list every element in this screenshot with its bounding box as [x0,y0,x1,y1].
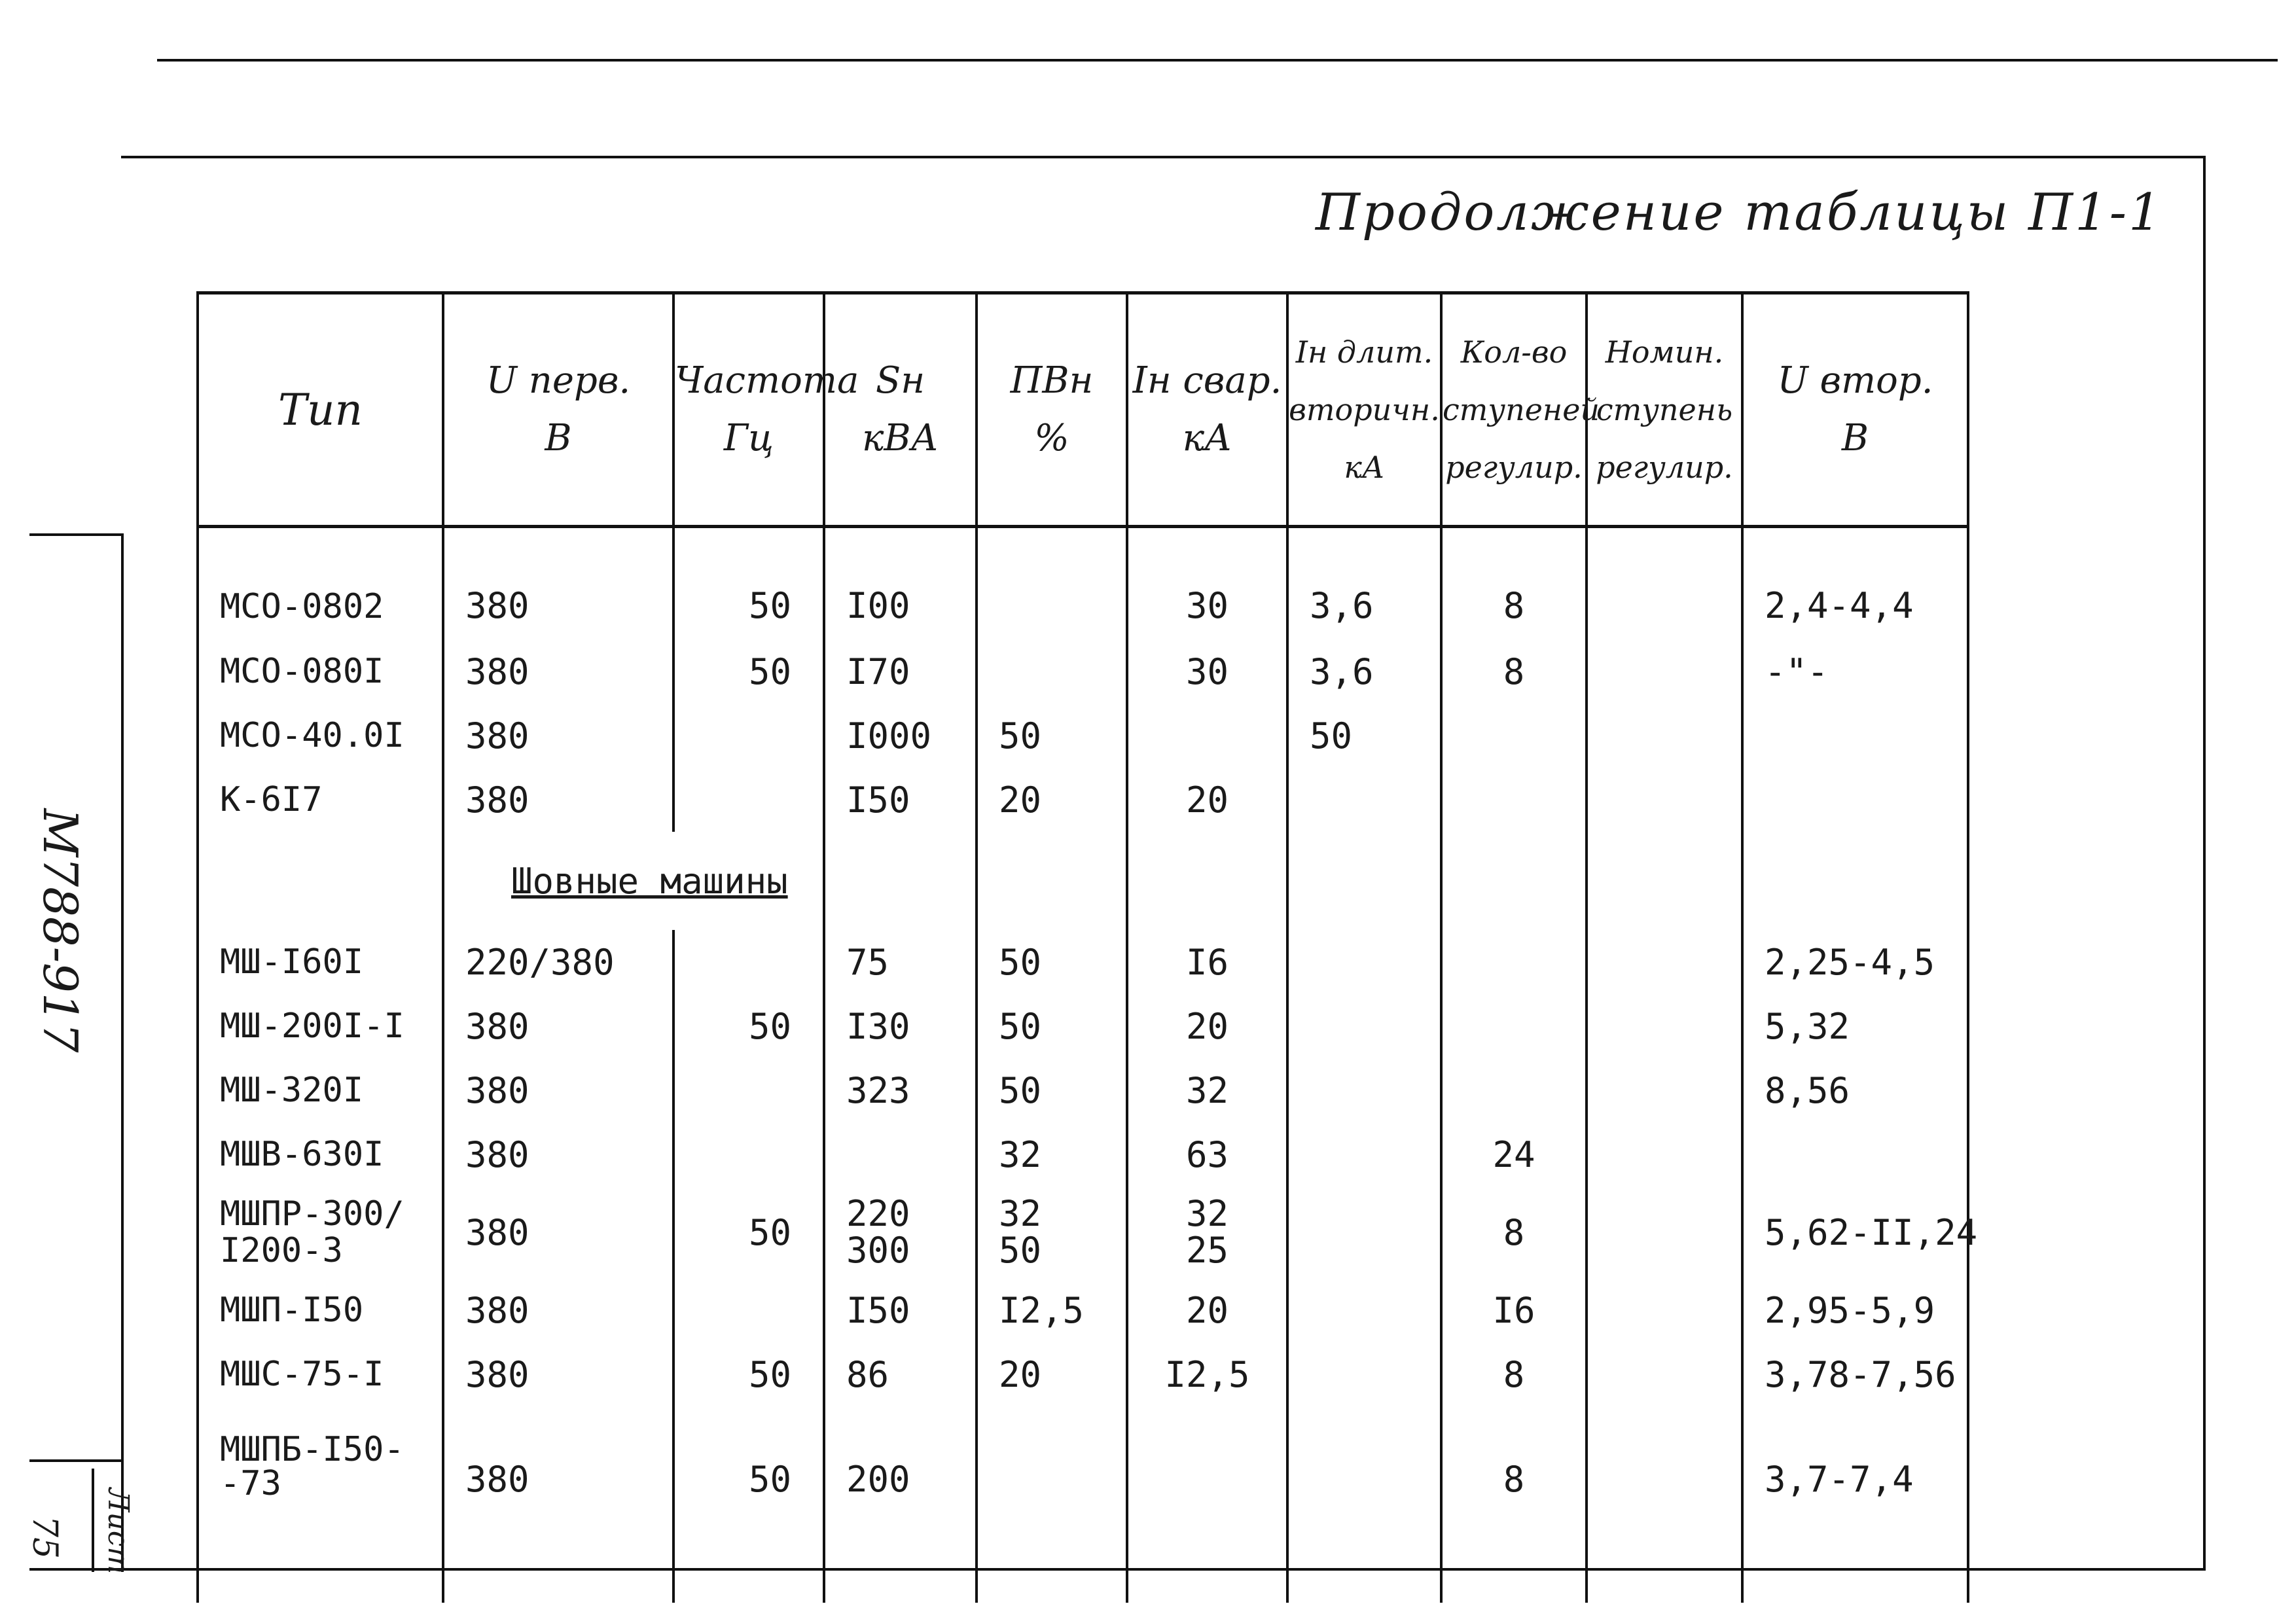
frame-left [121,533,124,1569]
table-row: МШ-I60I 220/380 75 50 I6 2,25-4,5 [198,930,1968,994]
table-row: МШС-75-I 380 50 86 20 I2,5 8 3,78-7,56 [198,1342,1968,1406]
col-frequency: Частота Гц [673,293,824,527]
section-row [198,832,1968,930]
table-row: МШВ-630I 380 32 63 24 [198,1122,1968,1186]
col-nom-step: Номин. ступень регулир. [1587,293,1742,527]
col-steps-count: Кол-во ступеней регулир. [1441,293,1587,527]
table-row: К-6I7 380 I50 20 20 [198,768,1968,832]
table-row: МСО-0802 380 50 I00 30 3,6 8 2,4-4,4 [198,527,1968,640]
col-pv-nom: ПВн % [977,293,1127,527]
side-stamp-top [29,533,124,536]
table-header [198,293,1968,527]
table-row: МСО-080I 380 50 I70 30 3,6 8 -"- [198,639,1968,704]
frame-right [2203,156,2206,1569]
sheet-label: Лист [101,1488,135,1575]
col-type: Тип [198,293,443,527]
table-row: МСО-40.0I 380 I000 50 50 [198,704,1968,768]
col-u-prim: U перв. В [443,293,673,527]
sheet-number: 75 [25,1515,65,1560]
col-i-long: Iн длит. вторичн. кА [1287,293,1441,527]
col-s-nom: Sн кВА [824,293,977,527]
top-rule [157,59,2278,62]
table-row: МШП-I50 380 I50 I2,5 20 I6 2,95-5,9 [198,1278,1968,1342]
col-u-sec: U втор. В [1742,293,1968,527]
document-code-text: М788-917 [33,808,88,1053]
section-title: Шовные машины [443,832,824,930]
table-row: МШ-320I 380 323 50 32 8,56 [198,1058,1968,1122]
table-row: МШПБ-I50- -73 380 50 200 8 3,7-7,4 [198,1406,1968,1603]
frame-top [121,156,2206,158]
table-caption: Продолжение таблицы П1-1 [1316,183,2163,242]
col-i-weld: Iн свар. кА [1127,293,1287,527]
table-row: МШПР-300/ I200-3 380 50 220 300 32 50 32 25 8 5,62-II,24 [198,1186,1968,1278]
sheet-number-box [25,1459,135,1575]
table-row: МШ-200I-I 380 50 I30 50 20 5,32 [198,994,1968,1058]
equipment-table [196,291,1978,1603]
document-code [27,805,99,1067]
sheet-box-divider [92,1469,94,1572]
